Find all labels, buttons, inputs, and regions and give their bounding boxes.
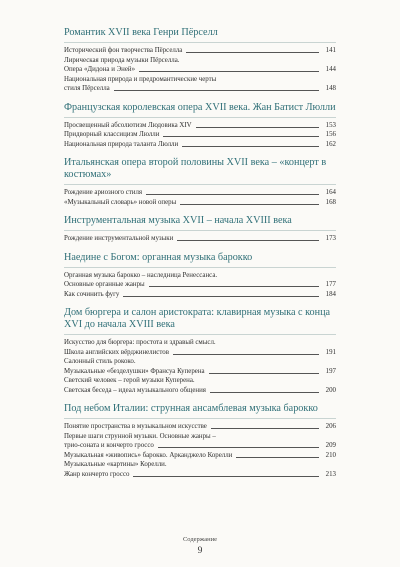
chapter-title[interactable]: Французская королевская опера XVII века. Жан Батист Люлли: [64, 102, 336, 118]
entry-title: «Музыкальный словарь» новой оперы: [64, 198, 177, 206]
leader-line: [149, 286, 319, 287]
entry-title: Светская беседа – идеал музыкального общения: [64, 386, 206, 394]
toc-entry[interactable]: [64, 46, 336, 56]
toc-entry[interactable]: [64, 460, 336, 470]
entry-page-number: 209: [325, 442, 336, 449]
chapter-entries: [64, 338, 336, 395]
entry-page-number: 144: [325, 66, 336, 73]
toc-entry[interactable]: [64, 121, 336, 131]
leader-line: [236, 457, 319, 458]
leader-line: [196, 127, 319, 128]
toc-entry[interactable]: [64, 376, 336, 386]
entry-title: Салонный стиль рококо.: [64, 358, 136, 365]
toc-entry[interactable]: [64, 140, 336, 150]
entry-page-number: 168: [325, 198, 336, 206]
leader-line: [180, 204, 319, 205]
entry-page-number: 153: [325, 121, 336, 129]
entry-title: стиля Пёрселла: [64, 85, 110, 92]
toc-entry[interactable]: [64, 422, 336, 432]
chapter-title[interactable]: Романтик XVII века Генри Пёрселл: [64, 27, 336, 43]
toc-entry[interactable]: [64, 470, 336, 480]
leader-line: [133, 476, 319, 477]
chapter-title[interactable]: Наедине с Богом: органная музыка барокко: [64, 252, 336, 268]
chapter-title[interactable]: Итальянская опера второй половины XVII века – «концерт в костюмах»: [64, 157, 336, 185]
entry-page-number: 177: [325, 281, 336, 288]
entry-title: Музыкальные «картины» Корелли.: [64, 461, 167, 468]
leader-line: [177, 240, 319, 241]
entry-page-number: 141: [325, 47, 336, 54]
chapter-entries: [64, 46, 336, 94]
entry-title: Национальная природа таланта Люлли: [64, 140, 179, 148]
entry-title: Основные органные жанры: [64, 281, 145, 288]
toc-entry[interactable]: [64, 130, 336, 140]
entry-title: трио-соната и кончерто гроссо: [64, 442, 154, 449]
toc-entry[interactable]: [64, 290, 336, 300]
toc-entry[interactable]: [64, 188, 336, 198]
footer-page-number: 9: [197, 546, 203, 556]
entry-page-number: 206: [325, 423, 336, 430]
toc-entry[interactable]: [64, 432, 336, 442]
leader-line: [209, 373, 319, 374]
leader-line: [211, 428, 319, 429]
leader-line: [186, 52, 319, 53]
toc-entry[interactable]: [64, 75, 336, 85]
toc-chapter: [64, 27, 336, 94]
entry-title: Школа английских вёрджинелистов: [64, 348, 169, 356]
entry-page-number: 191: [325, 348, 336, 356]
toc-entry[interactable]: [64, 338, 336, 348]
entry-page-number: 164: [325, 189, 336, 196]
chapter-entries: [64, 234, 336, 244]
entry-title: Первые шаги струнной музыки. Основные жанры –: [64, 432, 216, 440]
toc-chapter: [64, 252, 336, 300]
entry-title: Искусство для бюргера: простота и здравый смысл.: [64, 339, 216, 346]
toc-entry[interactable]: [64, 65, 336, 75]
toc-entry[interactable]: [64, 198, 336, 208]
entry-title: Просвещенный абсолютизм Людовика XIV: [64, 121, 192, 129]
chapter-title[interactable]: Дом бюргера и салон аристократа: клавирная музыка с конца XVI до начала XVIII века: [64, 307, 336, 335]
entry-page-number: 213: [325, 470, 336, 478]
chapter-entries: [64, 271, 336, 300]
leader-line: [139, 71, 319, 72]
toc-entry[interactable]: [64, 234, 336, 244]
entry-page-number: 210: [325, 451, 336, 459]
toc-entry[interactable]: [64, 271, 336, 281]
toc-chapter: [64, 403, 336, 479]
entry-title: Придворный классицизм Люлли: [64, 131, 160, 138]
chapter-entries: [64, 422, 336, 479]
entry-title: Лирическая природа музыки Пёрселла.: [64, 56, 180, 64]
entry-title: Музыкальная «живопись» барокко. Арканджело Корелли: [64, 451, 233, 459]
leader-line: [173, 354, 319, 355]
entry-page-number: 184: [325, 290, 336, 298]
entry-page-number: 200: [325, 386, 336, 394]
leader-line: [114, 90, 319, 91]
toc-chapter: [64, 102, 336, 150]
entry-title: Как сочинить фугу: [64, 290, 120, 298]
toc-entry[interactable]: [64, 357, 336, 367]
entry-title: Понятие пространства в музыкальном искусстве: [64, 423, 207, 430]
leader-line: [123, 296, 319, 297]
toc-chapter: [64, 307, 336, 395]
toc-entry[interactable]: [64, 348, 336, 358]
entry-title: Рождение ариозного стиля: [64, 189, 143, 196]
entry-title: Национальная природа и предромантические черты: [64, 75, 217, 83]
toc-entry[interactable]: [64, 84, 336, 94]
chapter-title[interactable]: Под небом Италии: струнная ансамблевая музыка барокко: [64, 403, 336, 419]
toc-entry[interactable]: [64, 451, 336, 461]
entry-page-number: 173: [325, 235, 336, 242]
chapter-entries: [64, 121, 336, 150]
entry-page-number: 197: [325, 367, 336, 375]
entry-title: Органная музыка барокко – наследница Ренессанса.: [64, 271, 218, 279]
toc-entry[interactable]: [64, 441, 336, 451]
toc-entry[interactable]: [64, 386, 336, 396]
entry-title: Опера «Дидона и Эней»: [64, 66, 136, 73]
leader-line: [210, 392, 319, 393]
entry-page-number: 148: [325, 85, 336, 92]
entry-title: Жанр кончерто гроссо: [64, 470, 130, 478]
toc-entry[interactable]: [64, 280, 336, 290]
toc-chapter: [64, 157, 336, 207]
entry-title: Музыкальные «безделушки» Франсуа Куперена: [64, 367, 205, 375]
entry-title: Исторический фон творчества Пёрселла: [64, 47, 183, 54]
leader-line: [158, 447, 319, 448]
leader-line: [163, 136, 319, 137]
entry-page-number: 162: [325, 140, 336, 148]
table-of-contents: [64, 27, 336, 487]
toc-chapter: [64, 215, 336, 244]
entry-title: Рождение инструментальной музыки: [64, 235, 174, 242]
chapter-entries: [64, 188, 336, 207]
chapter-title[interactable]: Инструментальная музыка XVII – начала XVIII века: [64, 215, 336, 231]
leader-line: [182, 146, 319, 147]
leader-line: [146, 194, 319, 195]
entry-title: Светский человек – герой музыки Куперена.: [64, 377, 195, 384]
footer-section-label: Содержание: [182, 536, 218, 543]
entry-page-number: 156: [325, 131, 336, 138]
toc-entry[interactable]: [64, 56, 336, 66]
toc-entry[interactable]: [64, 367, 336, 377]
